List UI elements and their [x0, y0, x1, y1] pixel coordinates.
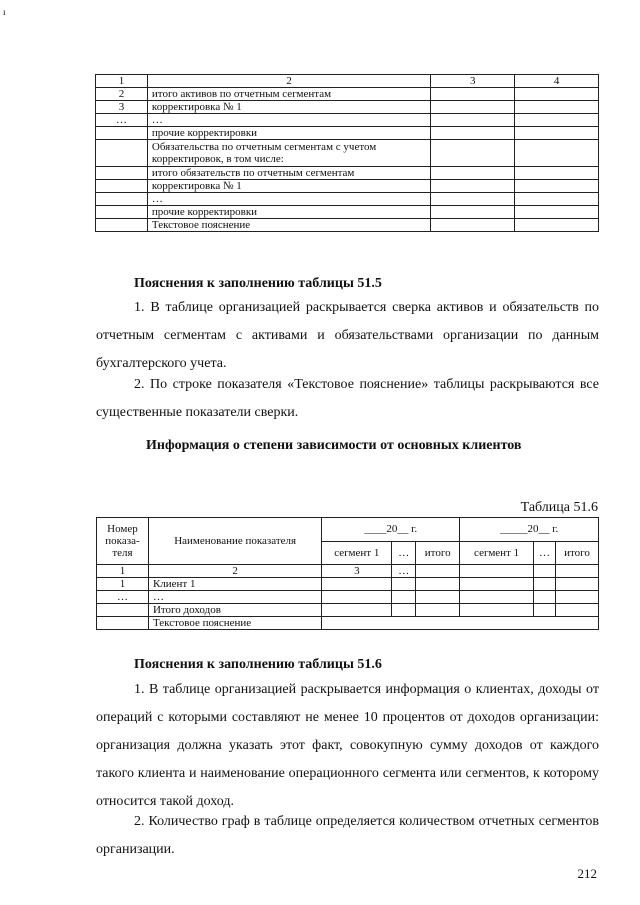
row-number: 2 — [96, 88, 148, 101]
row-number — [96, 180, 148, 193]
scan-mark: ı — [3, 7, 6, 17]
table-51-5-continuation — [95, 74, 599, 232]
table-row — [97, 604, 599, 617]
row-label: итого обязательств по отчетным сегментам — [147, 167, 430, 180]
header-dots: … — [392, 541, 416, 565]
header-name: Наименование показателя — [148, 518, 321, 565]
row-number — [96, 219, 148, 232]
column-index: 1 — [97, 565, 149, 578]
page-number: 212 — [577, 866, 597, 881]
header-segment: сегмент 1 — [460, 541, 534, 565]
paragraph-text: 2. По строке показателя «Текстовое пояснение» таблицы раскрываются все существенные показатели сверки. — [96, 377, 599, 420]
row-number — [96, 167, 148, 180]
row-label: прочие корректировки — [147, 206, 430, 219]
row-number: 1 — [97, 578, 149, 591]
table-row — [96, 219, 599, 232]
header-total: итого — [555, 541, 598, 565]
header-segment: сегмент 1 — [322, 541, 392, 565]
column-index: 2 — [148, 565, 321, 578]
column-index: 4 — [515, 75, 599, 88]
row-label: … — [148, 591, 321, 604]
paragraph-text: 1. В таблице организацией раскрывается информация о клиентах, доходы от операций с которыми составляют не менее 10 процентов от доходов организации: организация должна указать этот факт, совокупную сумму доходов от каждого такого клиента и наименование операционного сегмента или сегментов, к которому относится такой доход. — [96, 682, 599, 809]
row-label: итого активов по отчетным сегментам — [147, 88, 430, 101]
table-row — [97, 591, 599, 604]
table-row — [96, 167, 599, 180]
header-year: ____20__ г. — [322, 518, 460, 542]
row-label: Обязательства по отчетным сегментам с учетом корректировок, в том числе: — [147, 140, 430, 167]
section-heading: Пояснения к заполнению таблицы 51.5 — [134, 276, 382, 291]
row-label: … — [147, 114, 430, 127]
row-number: … — [96, 114, 148, 127]
table-row — [96, 206, 599, 219]
row-number — [96, 193, 148, 206]
paragraph — [96, 371, 599, 427]
table-index-row — [97, 565, 599, 578]
header-year: _____20__ г. — [460, 518, 599, 542]
section-heading: Информация о степени зависимости от основных клиентов — [146, 438, 522, 453]
row-label: прочие корректировки — [147, 127, 430, 140]
table-row — [96, 101, 599, 114]
table-header-row — [96, 75, 599, 88]
paragraph-text: 1. В таблице организацией раскрывается сверка активов и обязательств по отчетным сегментам с активами и обязательствами организации по данным бухгалтерского учета. — [96, 300, 599, 371]
table-row — [96, 140, 599, 167]
row-number: … — [97, 591, 149, 604]
row-label: Итого доходов — [148, 604, 321, 617]
row-number — [97, 604, 149, 617]
row-number — [96, 140, 148, 167]
row-label: Клиент 1 — [148, 578, 321, 591]
table-row — [96, 114, 599, 127]
column-index: 3 — [322, 565, 392, 578]
row-number: 3 — [96, 101, 148, 114]
header-total: итого — [416, 541, 460, 565]
paragraph-text: 2. Количество граф в таблице определяется количеством отчетных сегментов организации. — [96, 814, 599, 857]
paragraph — [96, 676, 599, 816]
row-number — [96, 127, 148, 140]
table-caption: Таблица 51.6 — [520, 500, 598, 515]
table-51-6 — [96, 517, 599, 630]
row-label: корректировка № 1 — [147, 101, 430, 114]
column-index: 3 — [431, 75, 515, 88]
section-heading: Пояснения к заполнению таблицы 51.6 — [134, 657, 382, 672]
table-row — [96, 180, 599, 193]
row-label: Текстовое пояснение — [147, 219, 430, 232]
table-row — [97, 578, 599, 591]
row-number — [96, 206, 148, 219]
row-label: Текстовое пояснение — [148, 617, 321, 630]
row-number — [97, 617, 149, 630]
table-row — [96, 88, 599, 101]
header-number: Номер показа-теля — [97, 518, 149, 565]
paragraph — [96, 294, 599, 378]
row-label: корректировка № 1 — [147, 180, 430, 193]
column-index: 1 — [96, 75, 148, 88]
table-row — [96, 193, 599, 206]
table-row — [97, 617, 599, 630]
column-index: … — [392, 565, 416, 578]
paragraph — [96, 808, 599, 864]
table-header-row — [97, 518, 599, 542]
table-row — [96, 127, 599, 140]
header-dots: … — [534, 541, 556, 565]
row-label: … — [147, 193, 430, 206]
column-index: 2 — [147, 75, 430, 88]
